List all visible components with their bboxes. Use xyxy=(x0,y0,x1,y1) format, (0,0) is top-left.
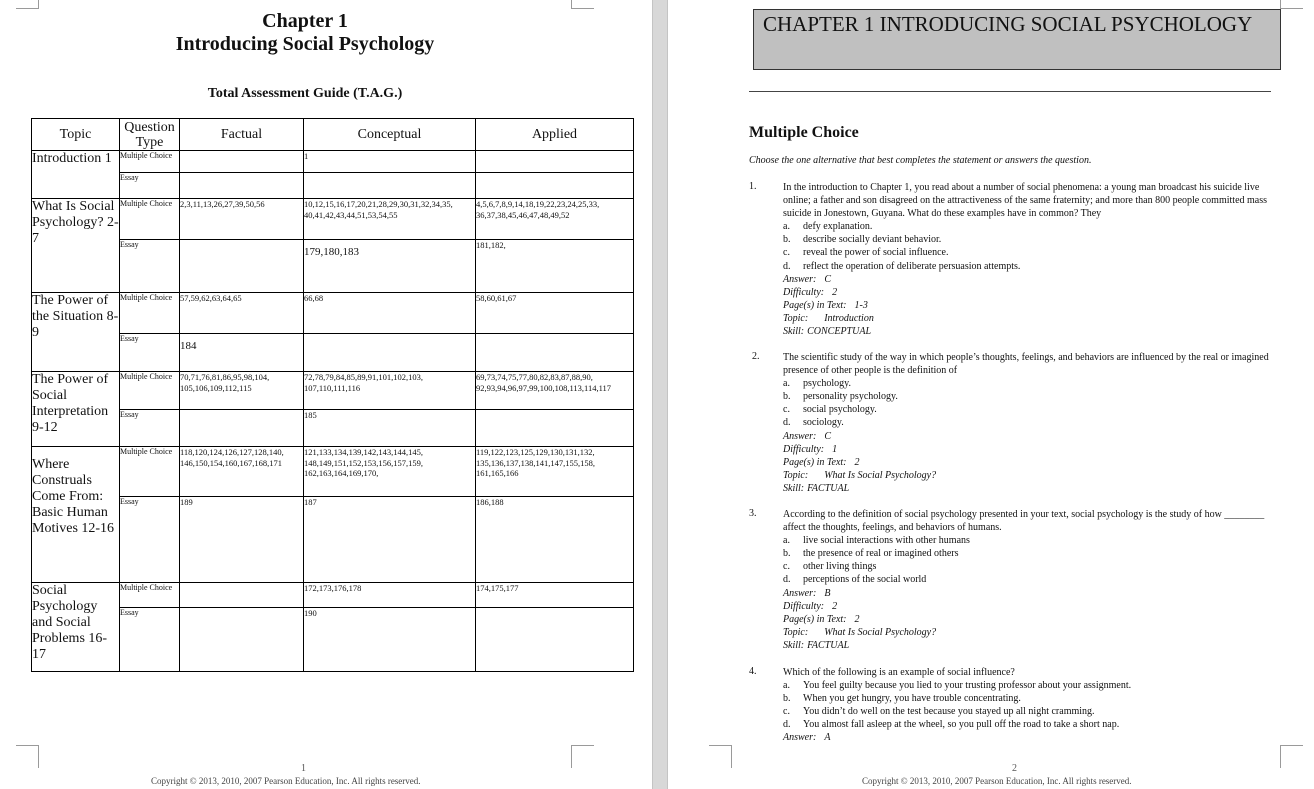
cell-applied: 58,60,61,67 xyxy=(476,293,634,334)
pages-value: 2 xyxy=(854,456,860,468)
question-stem: The scientific study of the way in which people’s thoughts, feelings, and behaviors are influenced by the real or imagined presence of other people is the definition of xyxy=(783,352,1269,377)
table-row xyxy=(32,497,634,583)
header-applied: Applied xyxy=(476,119,634,151)
cell-conceptual: 10,12,15,16,17,20,21,28,29,30,31,32,34,35, 40,41,42,43,44,51,53,54,55 xyxy=(304,199,476,240)
cell-applied: 186,188 xyxy=(476,497,634,583)
answer-option xyxy=(783,220,1281,233)
pages-value: 2 xyxy=(854,613,860,625)
qtype-mc: Multiple Choice xyxy=(120,151,180,173)
question-number: 2. xyxy=(752,351,760,362)
table-row xyxy=(32,173,634,199)
answer-label: Answer: xyxy=(783,273,817,285)
cell-applied: 119,122,123,125,129,130,131,132, 135,136,137,138,141,147,155,158, 161,165,166 xyxy=(476,447,634,497)
answer-line xyxy=(783,430,1281,443)
answer-option xyxy=(783,547,1281,560)
topic-value: What Is Social Psychology? xyxy=(824,469,937,481)
question-4 xyxy=(783,666,1281,745)
crop-mark xyxy=(1280,745,1303,768)
difficulty-line xyxy=(783,600,1281,613)
option-text: personality psychology. xyxy=(803,391,898,403)
difficulty-label: Difficulty: xyxy=(783,443,825,455)
pages-line xyxy=(783,613,1281,626)
answer-label: Answer: xyxy=(783,732,817,744)
crop-mark xyxy=(16,745,39,768)
cell-conceptual: 66,68 xyxy=(304,293,476,334)
header-factual: Factual xyxy=(180,119,304,151)
topic-cell: The Power of Social Interpretation 9-12 xyxy=(32,372,120,447)
topic-cell: Social Psychology and Social Problems 16-17 xyxy=(32,583,120,672)
answer-value: C xyxy=(824,273,832,285)
cell-conceptual: 1 xyxy=(304,151,476,173)
answer-line xyxy=(783,587,1281,600)
table-row xyxy=(32,199,634,240)
option-letter: a. xyxy=(783,680,790,692)
difficulty-label: Difficulty: xyxy=(783,600,825,612)
answer-option xyxy=(783,416,1281,429)
option-letter: d. xyxy=(783,574,791,586)
cell-factual xyxy=(180,173,304,199)
difficulty-value: 2 xyxy=(832,600,838,612)
pages-line xyxy=(783,456,1281,469)
question-stem: In the introduction to Chapter 1, you read about a number of social phenomena: a young man broadcast his suicide live online; a father and son disagreed on the attractiveness of the same fraternity; and more than 800 people committed mass suicide in Jonestown, Guyana. What do these examples have in common? They xyxy=(783,182,1268,220)
topic-cell: Introduction 1 xyxy=(32,151,120,199)
page-number: 2 xyxy=(1012,763,1017,774)
question-number: 3. xyxy=(749,508,757,519)
qtype-essay: Essay xyxy=(120,608,180,672)
chapter-number: Chapter 1 xyxy=(262,10,348,32)
answer-value: C xyxy=(824,430,832,442)
table-row xyxy=(32,151,634,173)
qtype-essay: Essay xyxy=(120,410,180,447)
topic-line xyxy=(783,312,1281,325)
copyright-notice: Copyright © 2013, 2010, 2007 Pearson Education, Inc. All rights reserved. xyxy=(151,776,421,786)
difficulty-line xyxy=(783,286,1281,299)
crop-mark xyxy=(1280,0,1303,9)
cell-applied xyxy=(476,608,634,672)
topic-cell: Where Construals Come From: Basic Human Motives 12-16 xyxy=(32,447,120,583)
table-row xyxy=(32,583,634,608)
cell-applied xyxy=(476,410,634,447)
cell-factual: 189 xyxy=(180,497,304,583)
option-text: You didn’t do well on the test because you stayed up all night cramming. xyxy=(803,706,1095,718)
option-text: defy explanation. xyxy=(803,221,873,233)
option-letter: b. xyxy=(783,391,791,403)
option-letter: a. xyxy=(783,221,790,233)
crop-mark xyxy=(16,0,39,9)
option-text: sociology. xyxy=(803,417,844,429)
answer-label: Answer: xyxy=(783,430,817,442)
cell-conceptual: 72,78,79,84,85,89,91,101,102,103, 107,110,111,116 xyxy=(304,372,476,410)
tag-title: Total Assessment Guide (T.A.G.) xyxy=(207,86,403,101)
answer-value: B xyxy=(824,587,831,599)
answer-option xyxy=(783,260,1281,273)
skill-label: Skill: xyxy=(783,639,805,651)
table-row xyxy=(32,334,634,372)
topic-cell: The Power of the Situation 8-9 xyxy=(32,293,120,372)
cell-conceptual: 172,173,176,178 xyxy=(304,583,476,608)
cell-factual: 184 xyxy=(180,334,304,372)
difficulty-line xyxy=(783,443,1281,456)
topic-value: Introduction xyxy=(824,312,874,324)
pages-line xyxy=(783,299,1281,312)
answer-value: A xyxy=(824,732,831,744)
cell-factual: 118,120,124,126,127,128,140, 146,150,154,160,167,168,171 xyxy=(180,447,304,497)
question-1 xyxy=(783,181,1281,338)
option-letter: c. xyxy=(783,706,790,718)
answer-option xyxy=(783,679,1281,692)
option-text: You feel guilty because you lied to your trusting professor about your assignment. xyxy=(803,680,1132,692)
answer-option xyxy=(783,718,1281,731)
cell-factual: 2,3,11,13,26,27,39,50,56 xyxy=(180,199,304,240)
option-letter: d. xyxy=(783,719,791,731)
cell-applied: 69,73,74,75,77,80,82,83,87,88,90, 92,93,94,96,97,99,100,108,113,114,117 xyxy=(476,372,634,410)
qtype-mc: Multiple Choice xyxy=(120,199,180,240)
qtype-essay: Essay xyxy=(120,334,180,372)
topic-line xyxy=(783,469,1281,482)
answer-label: Answer: xyxy=(783,587,817,599)
option-letter: b. xyxy=(783,234,791,246)
difficulty-value: 1 xyxy=(832,443,838,455)
cell-conceptual xyxy=(304,173,476,199)
cell-factual xyxy=(180,410,304,447)
section-heading: Multiple Choice xyxy=(749,124,859,141)
header-topic: Topic xyxy=(32,119,120,151)
skill-value: FACTUAL xyxy=(807,639,850,651)
table-row xyxy=(32,410,634,447)
answer-line xyxy=(783,273,1281,286)
skill-value: CONCEPTUAL xyxy=(807,326,872,338)
answer-option xyxy=(783,377,1281,390)
pages-label: Page(s) in Text: xyxy=(783,299,847,311)
question-stem: Which of the following is an example of social influence? xyxy=(783,667,1015,678)
topic-cell: What Is Social Psychology? 2-7 xyxy=(32,199,120,293)
skill-value: FACTUAL xyxy=(807,482,850,494)
qtype-mc: Multiple Choice xyxy=(120,447,180,497)
cell-applied: 174,175,177 xyxy=(476,583,634,608)
option-letter: b. xyxy=(783,548,791,560)
header-question-type: Question Type xyxy=(120,119,180,151)
cell-applied xyxy=(476,151,634,173)
answer-option xyxy=(783,692,1281,705)
page-number: 1 xyxy=(301,763,306,774)
cell-conceptual: 185 xyxy=(304,410,476,447)
pages-label: Page(s) in Text: xyxy=(783,456,847,468)
option-letter: a. xyxy=(783,378,790,390)
option-text: social psychology. xyxy=(803,404,877,416)
pages-value: 1-3 xyxy=(854,299,868,311)
chapter-banner xyxy=(753,9,1281,70)
question-2 xyxy=(783,351,1281,495)
cell-factual xyxy=(180,608,304,672)
option-text: psychology. xyxy=(803,378,851,390)
option-letter: a. xyxy=(783,535,790,547)
qtype-mc: Multiple Choice xyxy=(120,372,180,410)
instructions: Choose the one alternative that best completes the statement or answers the question. xyxy=(749,155,1092,166)
option-letter: c. xyxy=(783,247,790,259)
topic-label: Topic: xyxy=(783,312,809,324)
skill-label: Skill: xyxy=(783,326,805,338)
table-header-row xyxy=(32,119,634,151)
answer-option xyxy=(783,573,1281,586)
qtype-essay: Essay xyxy=(120,240,180,293)
option-text: other living things xyxy=(803,561,877,573)
question-number: 1. xyxy=(749,181,757,192)
answer-option xyxy=(783,534,1281,547)
answer-line xyxy=(783,731,1281,744)
option-text: live social interactions with other humans xyxy=(803,535,970,547)
cell-applied xyxy=(476,334,634,372)
chapter-banner-text: CHAPTER 1 INTRODUCING SOCIAL PSYCHOLOGY xyxy=(763,12,1253,36)
cell-applied: 4,5,6,7,8,9,14,18,19,22,23,24,25,33, 36,37,38,45,46,47,48,49,52 xyxy=(476,199,634,240)
question-number: 4. xyxy=(749,666,757,677)
answer-option xyxy=(783,560,1281,573)
cell-conceptual: 121,133,134,139,142,143,144,145, 148,149,151,152,153,156,157,159, 162,163,164,169,170, xyxy=(304,447,476,497)
skill-label: Skill: xyxy=(783,482,805,494)
cell-applied: 181,182, xyxy=(476,240,634,293)
horizontal-rule xyxy=(749,91,1271,92)
option-text: describe socially deviant behavior. xyxy=(803,234,942,246)
option-letter: c. xyxy=(783,561,790,573)
option-letter: d. xyxy=(783,417,791,429)
cell-conceptual: 187 xyxy=(304,497,476,583)
option-text: reflect the operation of deliberate persuasion attempts. xyxy=(803,260,1021,272)
cell-conceptual: 190 xyxy=(304,608,476,672)
option-text: perceptions of the social world xyxy=(803,574,927,586)
cell-conceptual: 179,180,183 xyxy=(304,240,476,293)
topic-value: What Is Social Psychology? xyxy=(824,626,937,638)
table-row xyxy=(32,447,634,497)
topic-line xyxy=(783,626,1281,639)
pages-label: Page(s) in Text: xyxy=(783,613,847,625)
qtype-mc: Multiple Choice xyxy=(120,293,180,334)
option-text: the presence of real or imagined others xyxy=(803,548,959,560)
qtype-essay: Essay xyxy=(120,173,180,199)
cell-factual xyxy=(180,151,304,173)
chapter-title: Introducing Social Psychology xyxy=(175,33,435,55)
table-row xyxy=(32,608,634,672)
assessment-guide-table xyxy=(31,118,634,672)
option-text: When you get hungry, you have trouble concentrating. xyxy=(803,693,1021,705)
cell-factual xyxy=(180,583,304,608)
cell-factual: 57,59,62,63,64,65 xyxy=(180,293,304,334)
qtype-essay: Essay xyxy=(120,497,180,583)
table-row xyxy=(32,293,634,334)
header-conceptual: Conceptual xyxy=(304,119,476,151)
table-row xyxy=(32,372,634,410)
option-letter: b. xyxy=(783,693,791,705)
difficulty-label: Difficulty: xyxy=(783,286,825,298)
question-stem: According to the definition of social psychology presented in your text, social psychology is the study of how ________ affect the thoughts, feelings, and behaviors of humans. xyxy=(783,509,1265,534)
qtype-mc: Multiple Choice xyxy=(120,583,180,608)
cell-factual xyxy=(180,240,304,293)
copyright-notice: Copyright © 2013, 2010, 2007 Pearson Education, Inc. All rights reserved. xyxy=(862,776,1132,786)
option-letter: d. xyxy=(783,260,791,272)
option-text: reveal the power of social influence. xyxy=(803,247,949,259)
crop-mark xyxy=(709,745,732,768)
option-text: You almost fall asleep at the wheel, so you pull off the road to take a short nap. xyxy=(803,719,1120,731)
skill-line xyxy=(783,639,1281,652)
answer-option xyxy=(783,233,1281,246)
topic-label: Topic: xyxy=(783,626,809,638)
document-page-1 xyxy=(0,0,652,789)
question-3 xyxy=(783,508,1281,652)
topic-label: Topic: xyxy=(783,469,809,481)
crop-mark xyxy=(571,745,594,768)
difficulty-value: 2 xyxy=(832,286,838,298)
page-gutter xyxy=(652,0,668,789)
skill-line xyxy=(783,325,1281,338)
option-letter: c. xyxy=(783,404,790,416)
cell-conceptual xyxy=(304,334,476,372)
answer-option xyxy=(783,246,1281,259)
answer-option xyxy=(783,705,1281,718)
skill-line xyxy=(783,482,1281,495)
cell-applied xyxy=(476,173,634,199)
table-row xyxy=(32,240,634,293)
answer-option xyxy=(783,390,1281,403)
cell-factual: 70,71,76,81,86,95,98,104, 105,106,109,112,115 xyxy=(180,372,304,410)
crop-mark xyxy=(571,0,594,9)
answer-option xyxy=(783,403,1281,416)
